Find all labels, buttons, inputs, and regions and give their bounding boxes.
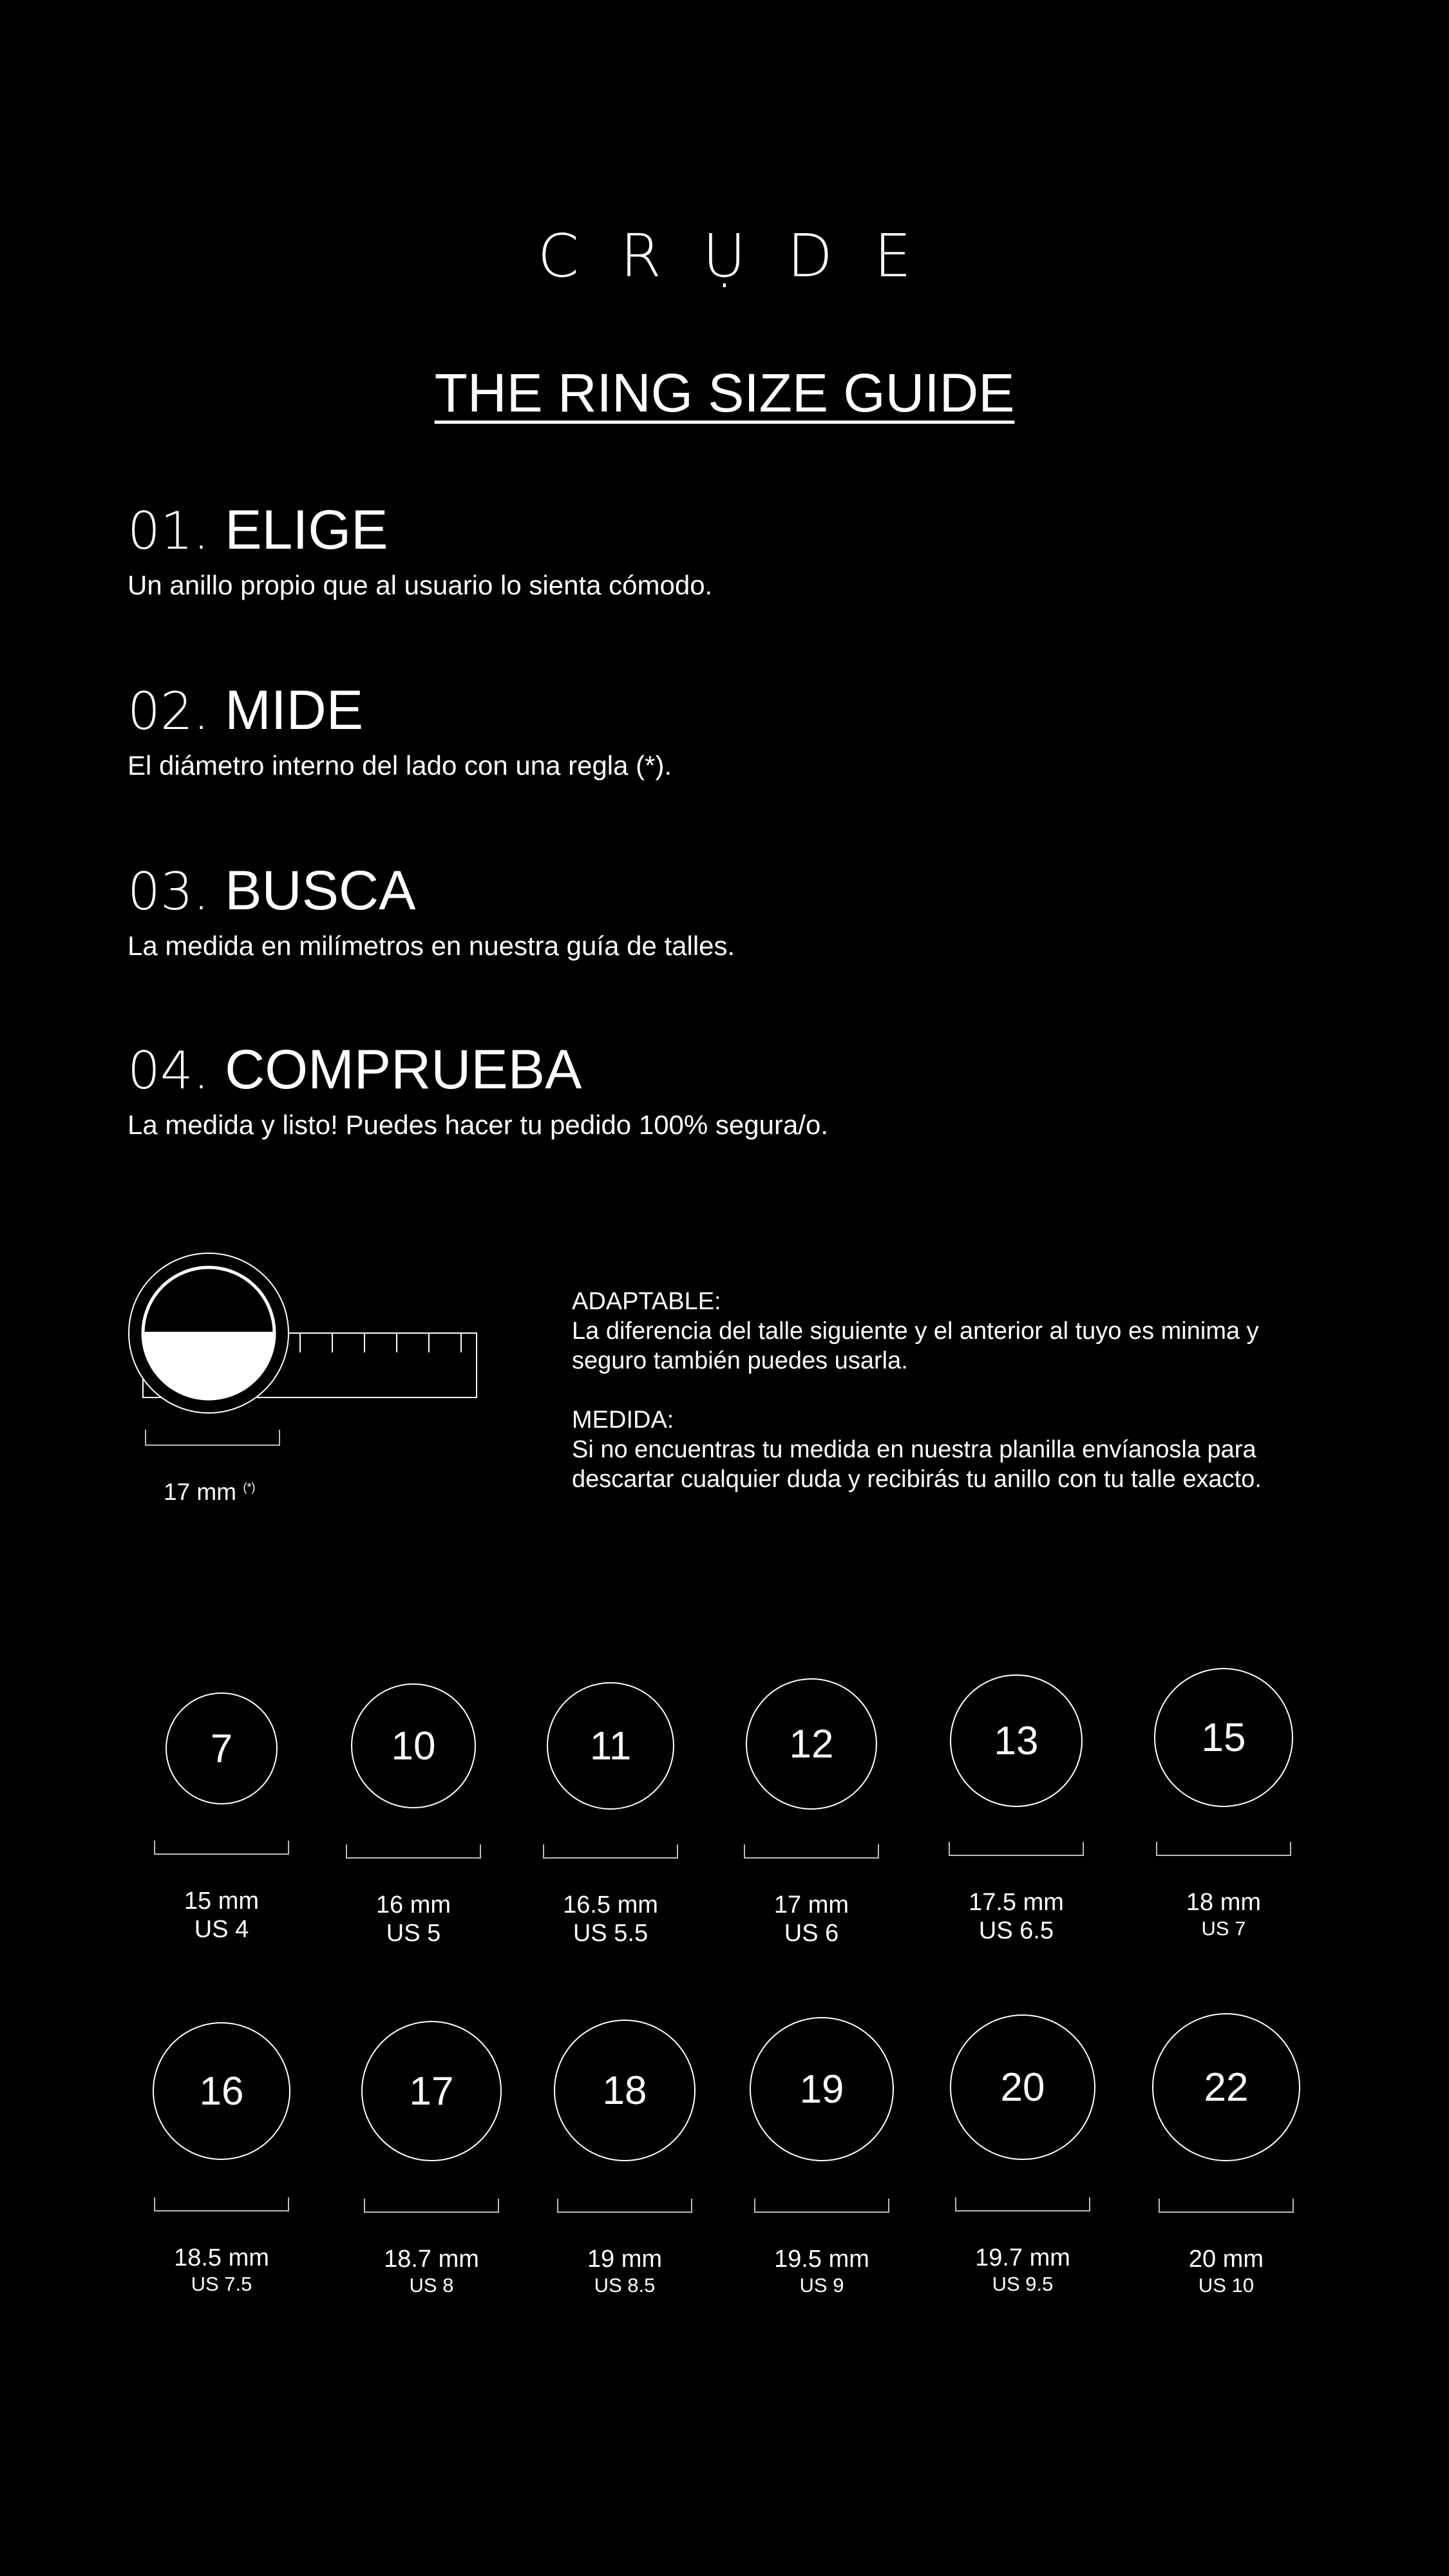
size-item [346,1683,481,1947]
step-title: BUSCA [225,860,416,922]
step-heading [128,679,672,741]
size-mm: 18.5 mm [174,2244,269,2271]
size-bracket-icon [955,2197,1090,2211]
medida-label: MEDIDA: [572,1406,674,1434]
size-mm: 17.5 mm [969,1889,1064,1916]
size-bracket-icon [364,2199,499,2213]
ring-size-circle: 19 [750,2017,894,2161]
size-item [543,1682,678,1947]
size-mm: 20 mm [1188,2246,1264,2273]
size-mm: 18 mm [1186,1889,1262,1916]
step-heading [128,499,712,561]
medida-text-line: descartar cualquier duda y recibirás tu anillo con tu talle exacto. [572,1466,1262,1493]
adaptable-text-line: seguro también puedes usarla. [572,1347,908,1374]
size-mm: 19 mm [587,2246,663,2273]
step-3 [128,860,735,961]
page-title: THE RING SIZE GUIDE [434,363,1015,423]
size-item [949,1674,1084,1945]
size-item [1152,2013,1300,2298]
ring-size-circle: 20 [950,2014,1095,2160]
step-number: 02. [128,681,210,741]
ring-size-circle: 10 [351,1683,476,1808]
brand-logo: CRỤDE [537,222,953,290]
ruler-ticks [300,1333,461,1352]
step-4 [128,1039,829,1140]
size-item [154,1692,289,1944]
size-item [750,2017,894,2298]
size-bracket-icon [543,1844,678,1859]
size-mm: 16 mm [375,1891,451,1918]
step-1 [128,499,713,600]
size-mm: 19.7 mm [975,2244,1070,2271]
size-us: US 8 [409,2274,454,2297]
size-bracket-icon [346,1844,481,1859]
size-us: US 7.5 [191,2273,252,2295]
step-2 [128,679,672,781]
ring-size-circle: 16 [153,2022,290,2160]
size-us: US 9.5 [992,2273,1054,2295]
size-us: US 5.5 [573,1920,649,1947]
size-bracket-icon [754,2199,889,2213]
step-description: La medida en milímetros en nuestra guía de talles. [128,931,735,961]
ring-ruler-illustration [122,1243,483,1455]
step-description: Un anillo propio que al usuario lo sienta cómodo. [128,570,713,600]
size-item [1154,1668,1293,1941]
step-title: COMPRUEBA [225,1039,582,1101]
step-heading [128,1039,828,1101]
ring-size-circle: 18 [554,2020,696,2161]
size-us: US 10 [1198,2274,1255,2297]
step-description: La medida y listo! Puedes hacer tu pedido 100% segura/o. [128,1110,829,1140]
size-item [554,2020,696,2298]
adaptable-note [572,1287,1345,1376]
ring-size-circle: 15 [1154,1668,1293,1807]
size-item [153,2022,290,2297]
size-us: US 7 [1201,1917,1246,1940]
size-item [744,1678,879,1947]
size-us: US 6 [784,1920,839,1947]
measure-bracket-icon [146,1430,279,1445]
step-title: ELIGE [225,499,388,561]
size-mm: 18.7 mm [384,2246,479,2273]
size-bracket-icon [744,1844,879,1859]
info-panel [572,1287,1345,1494]
size-us: US 8.5 [594,2274,656,2297]
size-item [361,2021,502,2298]
size-bracket-icon [949,1842,1084,1856]
size-bracket-icon [1159,2199,1294,2213]
size-bracket-icon [557,2199,692,2213]
measure-example-label: 17 mm (*) [164,1479,256,1505]
ring-size-circle: 17 [361,2021,502,2161]
size-us: US 5 [386,1920,441,1947]
adaptable-label: ADAPTABLE: [572,1288,721,1315]
adaptable-text-line: La diferencia del talle siguiente y el anterior al tuyo es minima y [572,1318,1259,1345]
step-number: 03. [128,862,210,922]
step-number: 04. [128,1041,210,1101]
size-mm: 16.5 mm [563,1891,658,1918]
size-bracket-icon [154,2197,289,2211]
size-us: US 4 [194,1916,249,1943]
size-item [950,2014,1095,2297]
step-title: MIDE [225,679,364,741]
size-us: US 6.5 [978,1917,1054,1944]
step-description: El diámetro interno del lado con una regla (*). [128,750,672,781]
size-bracket-icon [1156,1842,1291,1856]
medida-text-line: Si no encuentras tu medida en nuestra planilla envíanosla para [572,1436,1256,1463]
size-us: US 9 [799,2274,844,2297]
ring-size-circle: 12 [746,1678,877,1810]
ring-size-circle: 13 [950,1674,1083,1807]
ring-size-circle: 11 [547,1682,674,1810]
ring-size-circle: 7 [166,1692,278,1804]
size-mm: 19.5 mm [774,2246,869,2273]
size-mm: 17 mm [773,1891,849,1918]
size-bracket-icon [154,1841,289,1855]
step-number: 01. [128,501,210,561]
step-heading [128,860,735,922]
medida-note [572,1405,1345,1494]
ring-size-circle: 22 [1152,2013,1300,2161]
size-mm: 15 mm [184,1888,260,1915]
